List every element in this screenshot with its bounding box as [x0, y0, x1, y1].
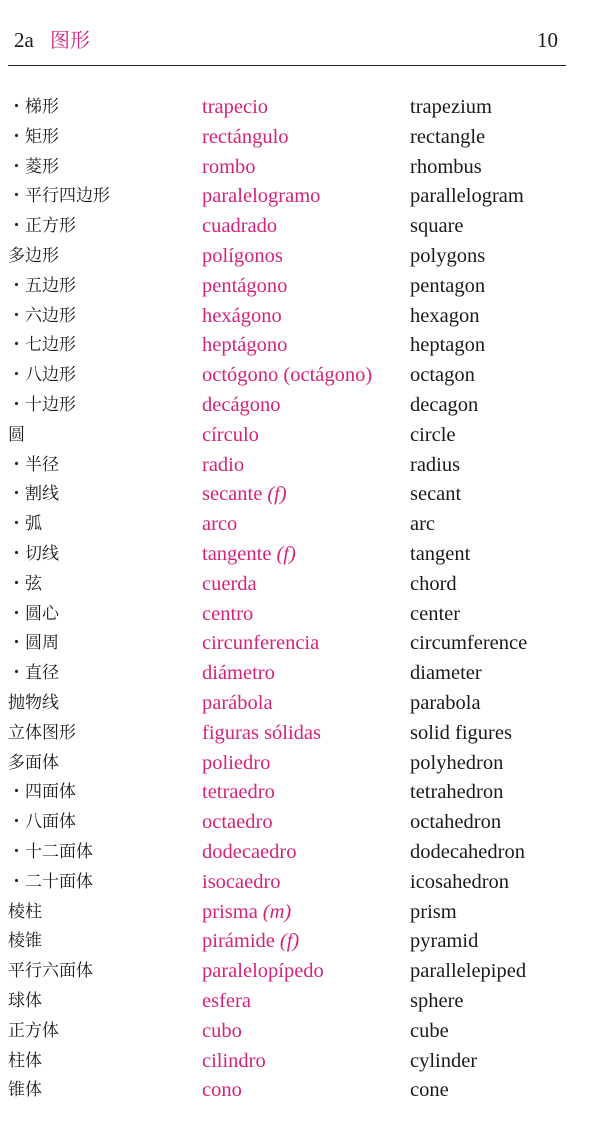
vocabulary-row	[0, 719, 600, 749]
spanish-word: polígonos	[202, 244, 283, 267]
vocabulary-row	[0, 868, 600, 898]
spanish-word: pirámide	[202, 930, 275, 953]
chinese-term: ・矩形	[8, 126, 59, 147]
section-number: 2a	[14, 28, 34, 52]
spanish-term	[202, 453, 244, 477]
chinese-term: 立体图形	[8, 722, 76, 743]
english-term: diameter	[410, 662, 482, 685]
chinese-term: 棱柱	[8, 901, 42, 922]
chinese-term: 圆	[8, 424, 25, 445]
spanish-word: radio	[202, 453, 245, 476]
vocabulary-row	[0, 361, 600, 391]
page-header	[0, 0, 600, 66]
vocabulary-row	[0, 182, 600, 212]
chinese-term: ・割线	[8, 484, 59, 505]
english-term: parallelepiped	[410, 960, 527, 983]
english-term: prism	[410, 900, 457, 923]
vocabulary-row	[0, 421, 600, 451]
vocabulary-row	[0, 749, 600, 779]
vocabulary-row	[0, 898, 600, 928]
english-term: tetrahedron	[410, 781, 504, 804]
chinese-term: 棱锥	[8, 931, 42, 952]
spanish-word: circunferencia	[202, 632, 320, 655]
spanish-term	[202, 751, 270, 775]
english-term: parabola	[410, 691, 481, 714]
english-term: polyhedron	[410, 751, 504, 774]
chinese-term: ・梯形	[8, 97, 59, 117]
chinese-term: ・十边形	[8, 394, 76, 415]
chinese-term: ・菱形	[8, 156, 59, 177]
spanish-word: rombo	[202, 155, 256, 178]
chinese-term: ・十二面体	[8, 841, 93, 862]
english-term: pentagon	[410, 274, 486, 297]
spanish-term	[202, 214, 277, 238]
english-term: pyramid	[410, 930, 479, 953]
chinese-term: ・六边形	[8, 305, 76, 326]
english-term: solid figures	[410, 721, 512, 744]
spanish-term	[202, 572, 257, 596]
vocabulary-list	[0, 93, 600, 1106]
vocabulary-row	[0, 451, 600, 481]
vocabulary-row	[0, 331, 600, 361]
vocabulary-row	[0, 93, 600, 123]
english-term: rectangle	[410, 125, 486, 148]
chinese-term: ・正方形	[8, 216, 76, 237]
spanish-term	[202, 184, 320, 208]
vocabulary-row	[0, 480, 600, 510]
spanish-word: círculo	[202, 423, 259, 446]
spanish-word: prisma	[202, 900, 258, 923]
spanish-term	[202, 244, 283, 268]
header-divider	[8, 65, 566, 66]
spanish-term	[202, 333, 287, 357]
chinese-term: ・圆心	[8, 603, 59, 624]
spanish-word: cubo	[202, 1019, 242, 1042]
english-term: decagon	[410, 393, 479, 416]
vocabulary-row	[0, 272, 600, 302]
chinese-term: 抛物线	[8, 692, 59, 713]
spanish-term	[202, 1049, 266, 1073]
chinese-term: ・弦	[8, 573, 42, 594]
vocabulary-row	[0, 302, 600, 332]
vocabulary-row	[0, 927, 600, 957]
vocabulary-row	[0, 242, 600, 272]
english-term: secant	[410, 483, 462, 506]
spanish-word: isocaedro	[202, 870, 281, 893]
spanish-word: poliedro	[202, 751, 271, 774]
spanish-term	[202, 900, 291, 924]
spanish-term	[202, 691, 273, 715]
spanish-word: dodecaedro	[202, 840, 297, 863]
gender-marker: (f)	[276, 542, 296, 565]
spanish-term	[202, 661, 275, 685]
vocabulary-row	[0, 1017, 600, 1047]
spanish-word: centro	[202, 602, 254, 625]
spanish-word: cuerda	[202, 572, 257, 595]
chinese-term: ・切线	[8, 543, 59, 564]
spanish-word: hexágono	[202, 304, 282, 327]
english-term: sphere	[410, 989, 464, 1012]
vocabulary-row	[0, 600, 600, 630]
english-term: hexagon	[410, 304, 480, 327]
chinese-term: 锥体	[8, 1080, 42, 1101]
spanish-word: heptágono	[202, 334, 288, 357]
english-term: cylinder	[410, 1049, 478, 1072]
vocabulary-row	[0, 153, 600, 183]
english-term: cone	[410, 1079, 449, 1102]
chinese-term: 多面体	[8, 752, 59, 773]
vocabulary-row	[0, 212, 600, 242]
vocabulary-row	[0, 838, 600, 868]
vocabulary-row	[0, 987, 600, 1017]
vocabulary-row	[0, 778, 600, 808]
english-term: octahedron	[410, 811, 502, 834]
spanish-term	[202, 631, 319, 655]
english-term: circle	[410, 423, 456, 446]
gender-marker: (f)	[267, 483, 287, 506]
chinese-term: 球体	[8, 990, 42, 1011]
spanish-term	[202, 274, 287, 298]
spanish-term	[202, 423, 259, 447]
chinese-term: 平行六面体	[8, 961, 93, 982]
spanish-term	[202, 840, 296, 864]
english-term: arc	[410, 513, 436, 536]
vocabulary-row	[0, 391, 600, 421]
chinese-term: ・平行四边形	[8, 186, 110, 207]
english-term: cube	[410, 1019, 449, 1042]
english-term: dodecahedron	[410, 840, 525, 863]
english-term: center	[410, 602, 461, 625]
spanish-term	[202, 393, 281, 417]
spanish-word: pentágono	[202, 274, 288, 297]
spanish-word: secante	[202, 483, 263, 506]
spanish-term	[202, 95, 268, 119]
spanish-word: octógono (octágono)	[202, 364, 373, 387]
chinese-term: ・弧	[8, 514, 42, 535]
spanish-term	[202, 929, 299, 953]
spanish-term	[202, 512, 237, 536]
spanish-word: cono	[202, 1079, 242, 1102]
chinese-term: ・直径	[8, 663, 59, 684]
chinese-term: ・二十面体	[8, 871, 93, 892]
spanish-word: cuadrado	[202, 215, 278, 238]
english-term: chord	[410, 572, 457, 595]
chinese-term: ・七边形	[8, 335, 76, 356]
english-term: tangent	[410, 542, 471, 565]
english-term: radius	[410, 453, 461, 476]
spanish-word: arco	[202, 513, 238, 536]
chinese-term: ・半径	[8, 454, 59, 475]
vocabulary-row	[0, 659, 600, 689]
chinese-term: 柱体	[8, 1050, 42, 1071]
section-title: 图形	[50, 28, 90, 52]
spanish-word: tetraedro	[202, 781, 275, 804]
spanish-word: figuras sólidas	[202, 721, 321, 744]
vocabulary-row	[0, 629, 600, 659]
spanish-term	[202, 721, 321, 745]
spanish-term	[202, 155, 256, 179]
spanish-term	[202, 602, 253, 626]
spanish-term	[202, 959, 324, 983]
spanish-word: decágono	[202, 393, 281, 416]
spanish-term	[202, 482, 287, 506]
gender-marker: (m)	[262, 900, 292, 923]
spanish-term	[202, 780, 275, 804]
chinese-term: ・八边形	[8, 365, 76, 386]
chinese-term: 多边形	[8, 245, 59, 266]
spanish-term	[202, 989, 251, 1013]
spanish-term	[202, 810, 273, 834]
vocabulary-row	[0, 510, 600, 540]
vocabulary-row	[0, 540, 600, 570]
spanish-term	[202, 1078, 242, 1102]
spanish-word: cilindro	[202, 1049, 266, 1072]
spanish-term	[202, 125, 289, 149]
vocabulary-row	[0, 957, 600, 987]
chinese-term: 正方体	[8, 1020, 59, 1041]
gender-marker: (f)	[279, 930, 300, 953]
chinese-term: ・五边形	[8, 275, 76, 296]
english-term: trapezium	[410, 96, 492, 118]
english-term: square	[410, 215, 464, 238]
english-term: rhombus	[410, 155, 482, 178]
spanish-word: parábola	[202, 691, 273, 714]
vocabulary-row	[0, 123, 600, 153]
spanish-word: paralelopípedo	[202, 960, 324, 983]
vocabulary-row	[0, 1047, 600, 1077]
spanish-word: rectángulo	[202, 125, 289, 148]
english-term: heptagon	[410, 334, 486, 357]
vocabulary-row	[0, 570, 600, 600]
spanish-term	[202, 363, 372, 387]
spanish-word: tangente	[202, 542, 272, 565]
english-term: octagon	[410, 364, 475, 387]
page-number: 10	[537, 28, 558, 52]
spanish-term	[202, 304, 282, 328]
english-term: parallelogram	[410, 185, 524, 208]
spanish-word: diámetro	[202, 662, 275, 685]
english-term: icosahedron	[410, 870, 510, 893]
spanish-word: esfera	[202, 989, 251, 1012]
spanish-term	[202, 542, 296, 566]
vocabulary-row	[0, 689, 600, 719]
chinese-term: ・圆周	[8, 633, 59, 654]
spanish-word: trapecio	[202, 96, 269, 118]
english-term: circumference	[410, 632, 528, 655]
spanish-word: octaedro	[202, 811, 273, 834]
chinese-term: ・八面体	[8, 812, 76, 833]
spanish-term	[202, 1019, 242, 1043]
english-term: polygons	[410, 244, 486, 267]
chinese-term: ・四面体	[8, 782, 76, 803]
spanish-term	[202, 870, 281, 894]
vocabulary-row	[0, 808, 600, 838]
spanish-word: paralelogramo	[202, 185, 321, 208]
vocabulary-row	[0, 1076, 600, 1106]
